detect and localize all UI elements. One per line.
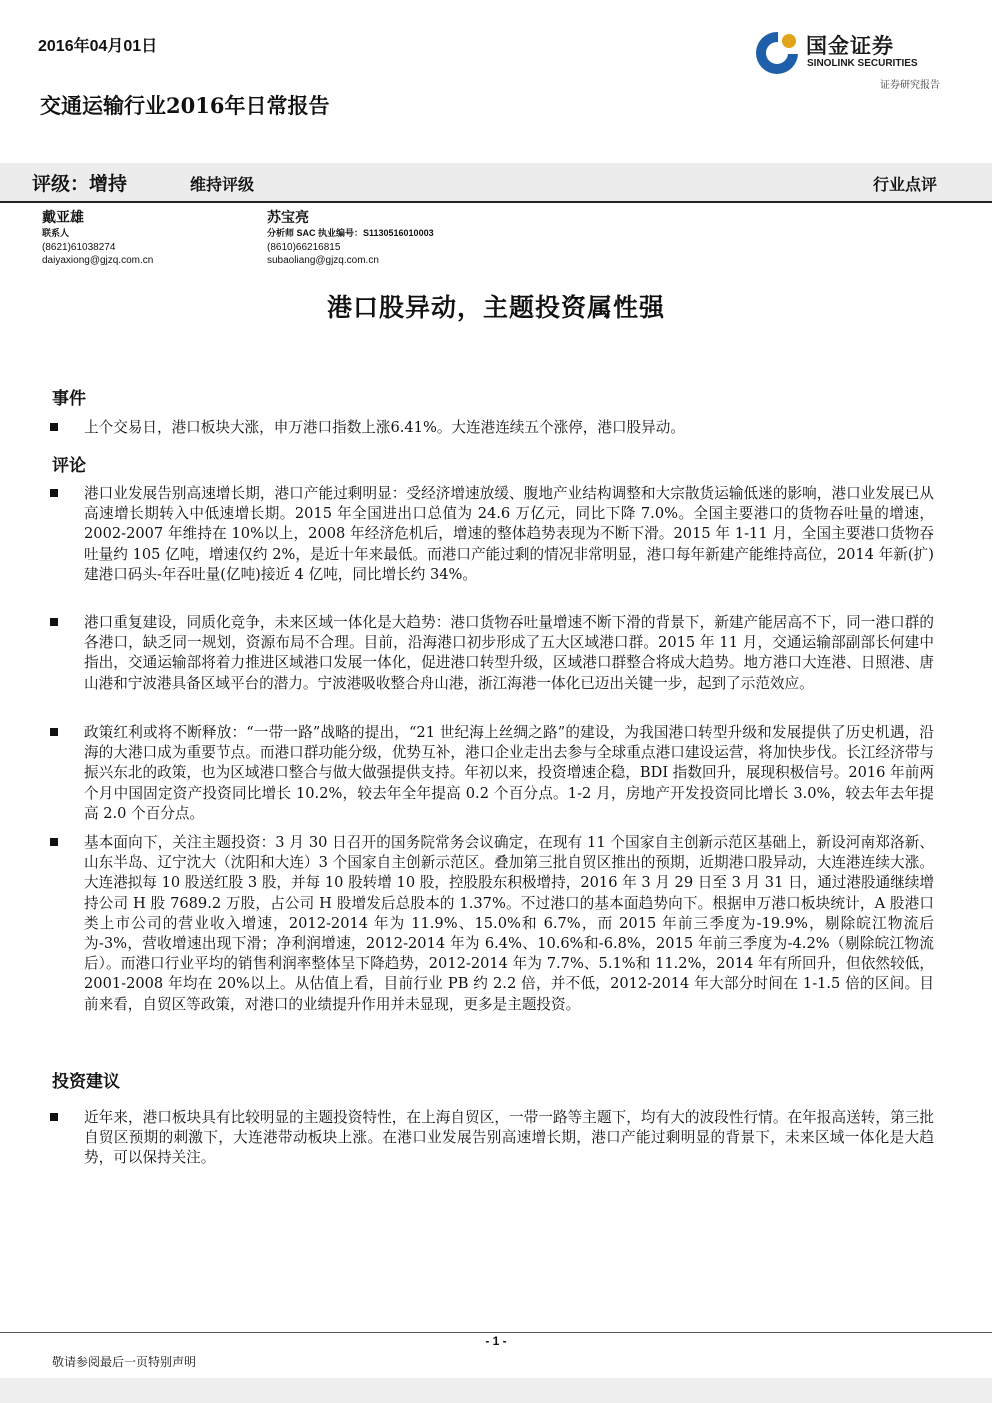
paragraph: 基本面向下，关注主题投资：3 月 30 日召开的国务院常务会议确定，在现有 11 个国家自主创新示范区基础上，新设河南郑洛新、山东半岛、辽宁沈大（沈阳和大连）3 个国家自主创新示范区。叠加第三批自贸区推出的预期，近期港口股异动，大连港连续大涨。大连港拟每 10 股送红股 3 股，并每 10 股转增 10 股，控股股东积极增持，2016 年 3 月 29 日至 3 月 31 日，通过港股通继续增持公司 H 股 7689.2 万股，占公司 H 股增发后总股本的 1.37%。不过港口的基本面趋势向下。根据申万港口板块统计，A 股港口类上市公司的营业收入增速，2012-2014 年为 11.9%、15.0%和 6.7%，而 2015 年前三季度为-19.9%，剔除皖江物流后为-3%，营收增速出现下滑；净利润增速，2012-2014 年为 6.4%、10.6%和-6.8%，2015 年前三季度为-4.2%（剔除皖江物流后）。而港口行业平均的销售利润率整体呈下降趋势，2012-2014 年为 7.7%、5.1%和 11.2%，2014 年有所回升，但依然较低，2001-2008 年均在 20%以上。从估值上看，目前行业 PB 约 2.2 倍，并不低，2012-2014 年大部分时间在 1-1.5 倍的区间。目前来看，自贸区等政策，对港口的业绩提升作用并未显现，更多是主题投资。 (84, 834, 934, 1013)
footer-bar (0, 1378, 992, 1403)
bullet-icon (50, 489, 58, 497)
analyst-card (42, 209, 153, 268)
analyst-email[interactable]: daiyaxiong@gjzq.com.cn (42, 255, 154, 266)
section-title-advice: 投资建议 (52, 1072, 120, 1092)
rating-label: 评级：增持 (32, 173, 128, 195)
list-item (50, 1108, 934, 1169)
section-title-comment: 评论 (52, 456, 86, 476)
analyst-role: 联系人 (42, 228, 70, 238)
logo-name-cn: 国金证券 (806, 34, 894, 58)
list-item (50, 484, 934, 585)
report-headline: 港口股异动，主题投资属性强 (326, 293, 665, 322)
logo-dot-icon (782, 34, 796, 48)
logo-name-en: SINOLINK SECURITIES (807, 58, 918, 69)
report-title: 交通运输行业2016年日常报告 (40, 93, 330, 118)
section-title-event: 事件 (52, 389, 86, 409)
list-item (50, 723, 934, 824)
paragraph: 上个交易日，港口板块大涨，申万港口指数上涨6.41%。大连港连续五个涨停，港口股异动。 (84, 419, 685, 436)
bullet-icon (50, 1113, 58, 1121)
list-item (50, 833, 934, 1015)
bullet-icon (50, 728, 58, 736)
logo-subtitle: 证券研究报告 (880, 80, 940, 91)
company-logo (756, 30, 946, 92)
paragraph: 港口业发展告别高速增长期，港口产能过剩明显：受经济增速放缓、腹地产业结构调整和大宗散货运输低迷的影响，港口业发展已从高速增长期转入中低速增长期。2015 年全国进出口总值为 24.6 万亿元，同比下降 7.0%。全国主要港口的货物吞吐量的增速，2002-2007 年维持在 10%以上，2008 年经济危机后，增速的整体趋势表现为不断下滑。2015 年 1-11 月，全国主要港口货物吞吐量约 105 亿吨，增速仅约 2%，是近十年来最低。而港口产能过剩的情况非常明显，港口每年新建产能维持高位，2014 年新(扩)建港口码头-年吞吐量(亿吨)接近 4 亿吨，同比增长约 34%。 (84, 485, 934, 583)
paragraph: 政策红利或将不断释放：“一带一路”战略的提出，“21 世纪海上丝绸之路”的建设，为我国港口转型升级和发展提供了历史机遇，沿海的大港口成为重要节点。而港口群功能分级，优势互补，港口企业走出去参与全球重点港口建设运营，将加快步伐。长江经济带与振兴东北的政策，也为区域港口整合与做大做强提供支持。年初以来，投资增速企稳，BDI 指数回升，展现积极信号。2016 年前两个月中国固定资产投资同比增长 10.2%，较去年全年提高 0.2 个百分点。1-2 月，房地产开发投资同比增长 3.0%，较去年去年提高 2.0 个百分点。 (84, 724, 934, 822)
bullet-icon (50, 618, 58, 626)
rating-band (0, 163, 992, 203)
analyst-phone: (8610)66216815 (267, 241, 341, 253)
analyst-phone: (8621)61038274 (42, 241, 116, 253)
paragraph: 港口重复建设，同质化竞争，未来区域一体化是大趋势：港口货物吞吐量增速不断下滑的背景下，新建产能居高不下，同一港口群的各港口，缺乏同一规划，资源布局不合理。目前，沿海港口初步形成了五大区域港口群。2015 年 11 月，交通运输部副部长何建中指出，交通运输部将着力推进区域港口发展一体化，促进港口转型升级，区域港口群整合将成大趋势。地方港口大连港、日照港、唐山港和宁波港具备区域平台的潜力。宁波港吸收整合舟山港，浙江海港一体化已迈出关键一步，起到了示范效应。 (84, 614, 934, 692)
footer-divider (0, 1332, 992, 1333)
maintain-rating-label: 维持评级 (190, 175, 255, 194)
analyst-name: 苏宝亮 (267, 210, 309, 226)
paragraph: 近年来，港口板块具有比较明显的主题投资特性，在上海自贸区，一带一路等主题下，均有大的波段性行情。在年报高送转，第三批自贸区预期的刺激下，大连港带动板块上涨。在港口业发展告别高速增长期，港口产能过剩明显的背景下，未来区域一体化是大趋势，可以保持关注。 (84, 1109, 934, 1167)
analyst-email[interactable]: subaoliang@gjzq.com.cn (267, 255, 379, 266)
bullet-icon (50, 423, 58, 431)
report-date: 2016年04月01日 (38, 38, 158, 55)
analyst-card (267, 209, 434, 268)
page-number: - 1 - (485, 1334, 507, 1348)
bullet-icon (50, 838, 58, 846)
list-item (50, 418, 934, 438)
report-category: 行业点评 (872, 175, 937, 194)
disclaimer-note: 敬请参阅最后一页特别声明 (52, 1355, 197, 1369)
list-item (50, 613, 934, 694)
analyst-name: 戴亚雄 (42, 210, 84, 226)
analyst-role: 分析师 SAC 执业编号：S1130516010003 (267, 228, 434, 238)
